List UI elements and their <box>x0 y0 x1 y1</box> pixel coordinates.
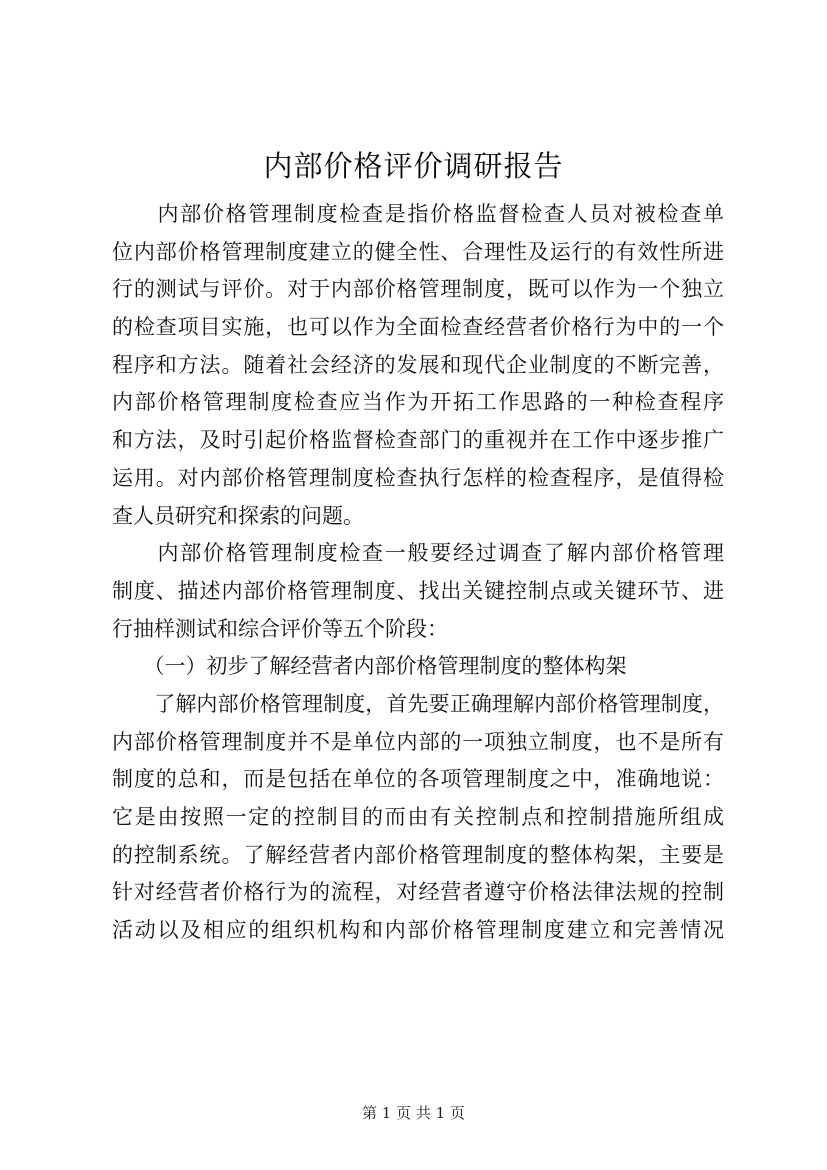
body-text-line: 内部价格管理制度并不是单位内部的一项独立制度，也不是所有 <box>112 729 724 754</box>
body-text-line: 制度、描述内部价格管理制度、找出关键控制点或关键环节、进 <box>112 578 724 603</box>
body-text-line: 程序和方法。随着社会经济的发展和现代企业制度的不断完善， <box>112 352 724 377</box>
body-text-line: 行的测试与评价。对于内部价格管理制度，既可以作为一个独立 <box>112 277 724 302</box>
body-text-line: 的检查项目实施，也可以作为全面检查经营者价格行为中的一个 <box>112 315 724 340</box>
page-footer: 第 1 页 共 1 页 <box>362 1104 465 1122</box>
body-text-line: 的控制系统。了解经营者内部价格管理制度的整体构架，主要是 <box>112 842 724 867</box>
body-text-line: 内部价格管理制度检查一般要经过调查了解内部价格管理 <box>112 541 724 566</box>
body-text-line: 它是由按照一定的控制目的而由有关控制点和控制措施所组成 <box>112 805 724 829</box>
body-text-line: 活动以及相应的组织机构和内部价格管理制度建立和完善情况 <box>112 918 724 943</box>
body-text-line: 行抽样测试和综合评价等五个阶段： <box>112 616 448 641</box>
body-text-line: 位内部价格管理制度建立的健全性、合理性及运行的有效性所进 <box>112 239 724 264</box>
document-title: 内部价格评价调研报告 <box>263 149 564 183</box>
body-text-line: 内部价格管理制度检查是指价格监督检查人员对被检查单 <box>112 202 724 226</box>
document-body <box>112 196 724 950</box>
body-text-line: 查人员研究和探索的问题。 <box>112 503 364 528</box>
body-text-line: 了解内部价格管理制度，首先要正确理解内部价格管理制度， <box>112 691 724 716</box>
body-text-line: （一）初步了解经营者内部价格管理制度的整体构架 <box>112 654 627 679</box>
body-text-line: 针对经营者价格行为的流程，对经营者遵守价格法律法规的控制 <box>112 880 724 905</box>
body-text-line: 制度的总和，而是包括在单位的各项管理制度之中，准确地说： <box>112 767 724 792</box>
body-text-line: 运用。对内部价格管理制度检查执行怎样的检查程序，是值得检 <box>112 465 724 490</box>
body-text-line: 和方法，及时引起价格监督检查部门的重视并在工作中逐步推广 <box>112 428 724 453</box>
body-text-line: 内部价格管理制度检查应当作为开拓工作思路的一种检查程序 <box>112 390 724 415</box>
